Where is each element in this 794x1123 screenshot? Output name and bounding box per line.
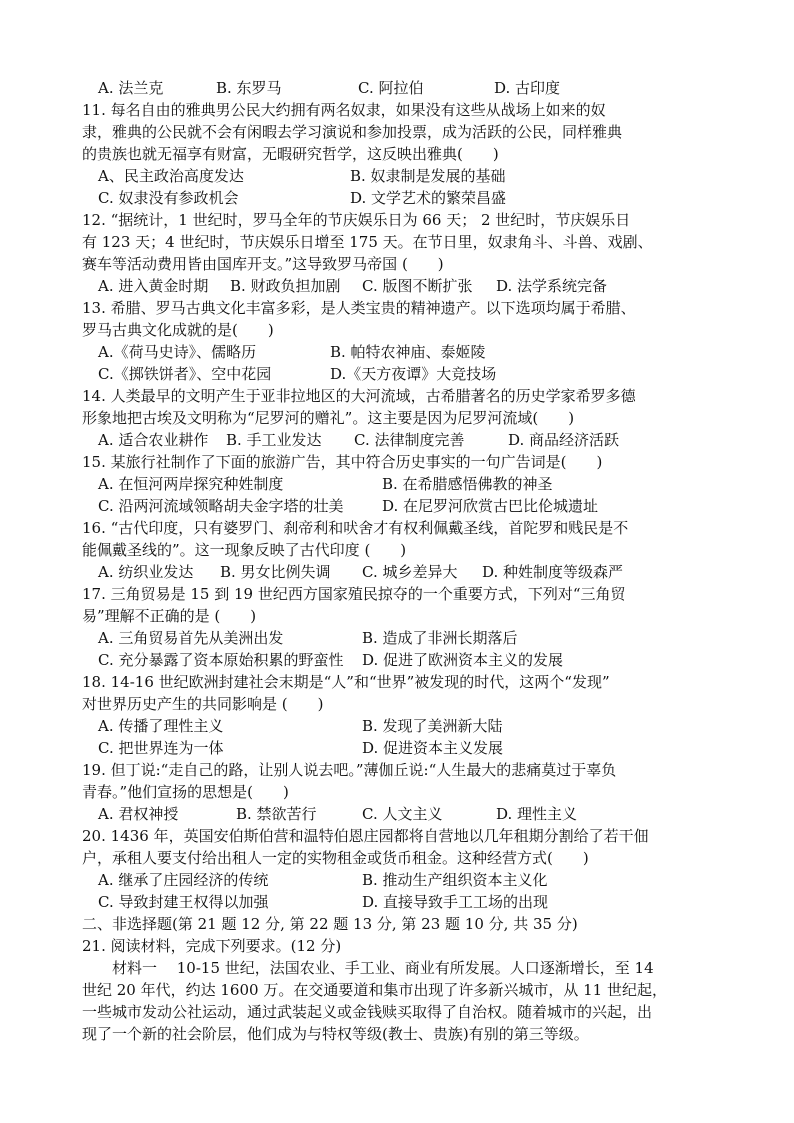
- q18-option-d[interactable]: D. 促进资本主义发展: [362, 739, 504, 757]
- q17-option-c[interactable]: C. 充分暴露了资本原始积累的野蛮性: [98, 651, 344, 669]
- q12-option-c[interactable]: C. 版图不断扩张: [362, 277, 473, 295]
- q13-stem-line-2: 罗马古典文化成就的是( ): [82, 321, 274, 339]
- q17-stem-line-1: 17. 三角贸易是 15 到 19 世纪西方国家殖民掠夺的一个重要方式，下列对“三角贸: [82, 585, 626, 603]
- q19-stem-line-2: 青春。”他们宣扬的思想是( ): [82, 783, 289, 801]
- q15-option-c[interactable]: C. 沿两河流域领略胡夫金字塔的壮美: [98, 497, 344, 515]
- q13-stem-line-1: 13. 希腊、罗马古典文化丰富多彩，是人类宝贵的精神遗产。以下选项均属于希腊、: [82, 299, 636, 317]
- q20-option-c[interactable]: C. 导致封建王权得以加强: [98, 893, 269, 911]
- q16-option-d[interactable]: D. 种姓制度等级森严: [482, 563, 624, 581]
- q14-option-d[interactable]: D. 商品经济活跃: [508, 431, 620, 449]
- q12-option-b[interactable]: B. 财政负担加剧: [230, 277, 341, 295]
- q18-option-c[interactable]: C. 把世界连为一体: [98, 739, 224, 757]
- q18-stem-line-1: 18. 14-16 世纪欧洲封建社会末期是“人”和“世界”被发现的时代，这两个“发现”: [82, 673, 610, 691]
- q16-stem-line-1: 16. “古代印度，只有婆罗门、刹帝利和吠舍才有权利佩戴圣线，首陀罗和贱民是不: [82, 519, 629, 537]
- q21-material-1-line-3: 一些城市发动公社运动，通过武装起义或金钱赎买取得了自治权。随着城市的兴起，出: [82, 1003, 653, 1021]
- q15-option-a[interactable]: A. 在恒河两岸探究种姓制度: [98, 475, 284, 493]
- q20-stem-line-1: 20. 1436 年，英国安伯斯伯营和温特伯恩庄园都将自营地以几年租期分割给了若干佃: [82, 827, 649, 845]
- q11-option-b[interactable]: B. 奴隶制是发展的基础: [350, 167, 506, 185]
- q20-stem-line-2: 户，承租人要支付给出租人一定的实物租金或货币租金。这种经营方式( ): [82, 849, 589, 867]
- q11-option-d[interactable]: D. 文学艺术的繁荣昌盛: [350, 189, 507, 207]
- q14-option-c[interactable]: C. 法律制度完善: [354, 431, 465, 449]
- q15-stem-line-1: 15. 某旅行社制作了下面的旅游广告，其中符合历史事实的一句广告词是( ): [82, 453, 603, 471]
- section-2-title: 二、非选择题(第 21 题 12 分, 第 22 题 13 分, 第 23 题 10 分, 共 35 分): [82, 915, 578, 933]
- q12-stem-line-3: 赛车等活动费用皆由国库开支。”这导致罗马帝国 ( ): [82, 255, 444, 273]
- q12-stem-line-2: 有 123 天；4 世纪时，节庆娱乐日增至 175 天。在节日里，奴隶角斗、斗兽、戏剧、: [82, 233, 653, 251]
- q10-option-b[interactable]: B. 东罗马: [216, 79, 282, 97]
- q11-stem-line-1: 11. 每名自由的雅典男公民大约拥有两名奴隶，如果没有这些从战场上如来的奴: [82, 101, 606, 119]
- q12-option-d[interactable]: D. 法学系统完备: [496, 277, 608, 295]
- q17-option-a[interactable]: A. 三角贸易首先从美洲出发: [98, 629, 284, 647]
- q16-option-a[interactable]: A. 纺织业发达: [98, 563, 194, 581]
- q16-option-c[interactable]: C. 城乡差异大: [362, 563, 458, 581]
- q17-stem-line-2: 易”理解不正确的是 ( ): [82, 607, 257, 625]
- q18-option-b[interactable]: B. 发现了美洲新大陆: [362, 717, 503, 735]
- q11-option-a[interactable]: A、民主政治高度发达: [98, 167, 244, 185]
- q21-material-1-line-1: 材料一 10-15 世纪，法国农业、手工业、商业有所发展。人口逐渐增长，至 14: [82, 959, 654, 977]
- q14-option-b[interactable]: B. 手工业发达: [226, 431, 322, 449]
- q10-option-c[interactable]: C. 阿拉伯: [358, 79, 424, 97]
- q19-option-c[interactable]: C. 人文主义: [362, 805, 443, 823]
- q20-option-d[interactable]: D. 直接导致手工工场的出现: [362, 893, 549, 911]
- q15-option-d[interactable]: D. 在尼罗河欣赏古巴比伦城遗址: [382, 497, 599, 515]
- q12-option-a[interactable]: A. 进入黄金时期: [98, 277, 209, 295]
- q15-option-b[interactable]: B. 在希腊感悟佛教的神圣: [382, 475, 553, 493]
- q14-stem-line-2: 形象地把古埃及文明称为“尼罗河的赠礼”。这主要是因为尼罗河流域( ): [82, 409, 575, 427]
- q18-option-a[interactable]: A. 传播了理性主义: [98, 717, 224, 735]
- q11-stem-line-2: 隶，雅典的公民就不会有闲暇去学习演说和参加投票，成为活跃的公民，同样雅典: [82, 123, 623, 141]
- q13-option-d[interactable]: D.《天方夜谭》大竞技场: [330, 365, 497, 383]
- q16-stem-line-2: 能佩戴圣线的”。这一现象反映了古代印度 ( ): [82, 541, 407, 559]
- q19-option-d[interactable]: D. 理性主义: [496, 805, 578, 823]
- q21-title: 21. 阅读材料，完成下列要求。(12 分): [82, 937, 342, 955]
- q20-option-b[interactable]: B. 推动生产组织资本主义化: [362, 871, 548, 889]
- q21-material-1-line-4: 现了一个新的社会阶层，他们成为与特权等级(教士、贵族)有别的第三等级。: [82, 1025, 589, 1043]
- q16-option-b[interactable]: B. 男女比例失调: [220, 563, 331, 581]
- q19-option-b[interactable]: B. 禁欲苦行: [236, 805, 317, 823]
- q14-option-a[interactable]: A. 适合农业耕作: [98, 431, 209, 449]
- q11-stem-line-3: 的贵族也就无福享有财富，无暇研究哲学，这反映出雅典( ): [82, 145, 499, 163]
- q20-option-a[interactable]: A. 继承了庄园经济的传统: [98, 871, 269, 889]
- q10-option-d[interactable]: D. 古印度: [494, 79, 561, 97]
- q17-option-d[interactable]: D. 促进了欧洲资本主义的发展: [362, 651, 564, 669]
- q12-stem-line-1: 12. “据统计，1 世纪时，罗马全年的节庆娱乐日为 66 天； 2 世纪时，节庆娱乐日: [82, 211, 631, 229]
- q21-material-1-line-2: 世纪 20 年代，约达 1600 万。在交通要道和集市出现了许多新兴城市，从 11 世纪起，: [82, 981, 667, 999]
- q13-option-c[interactable]: C.《掷铁饼者》、空中花园: [98, 365, 272, 383]
- q14-stem-line-1: 14. 人类最早的文明产生于亚非拉地区的大河流域，古希腊著名的历史学家希罗多德: [82, 387, 636, 405]
- q18-stem-line-2: 对世界历史产生的共同影响是 ( ): [82, 695, 324, 713]
- q19-option-a[interactable]: A. 君权神授: [98, 805, 179, 823]
- q13-option-a[interactable]: A.《荷马史诗》、儒略历: [98, 343, 257, 361]
- q11-option-c[interactable]: C. 奴隶没有参政机会: [98, 189, 239, 207]
- q13-option-b[interactable]: B. 帕特农神庙、泰姬陵: [330, 343, 486, 361]
- q17-option-b[interactable]: B. 造成了非洲长期落后: [362, 629, 518, 647]
- q19-stem-line-1: 19. 但丁说:“走自己的路，让别人说去吧。”薄伽丘说:“人生最大的悲痛莫过于辜负: [82, 761, 617, 779]
- q10-option-a[interactable]: A. 法兰克: [98, 79, 164, 97]
